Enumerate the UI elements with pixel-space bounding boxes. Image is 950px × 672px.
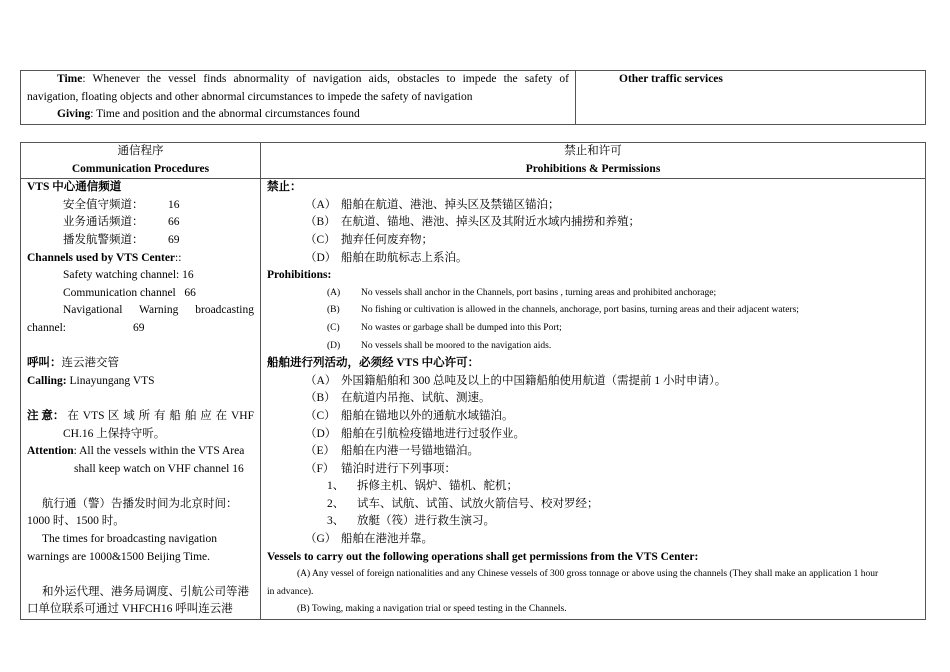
channel-row-en: Communication channel 66	[63, 286, 196, 299]
list-item: （C） 船舶在锚地以外的通航水域锚泊。	[305, 409, 514, 422]
list-item: （D） 船舶在引航检疫锚地进行过驳作业。	[305, 427, 525, 440]
other-traffic-services-cell	[576, 71, 926, 125]
attention-cn-2: CH.16 上保持守听。	[63, 427, 166, 440]
sub-list-item: 1、 拆修主机、锅炉、锚机、舵机；	[327, 480, 518, 493]
contact-cn: 和外运代理、港务局调度、引航公司等港	[42, 585, 249, 598]
list-item: （A） 船舶在航道、港池、掉头区及禁锚区锚泊；	[305, 198, 560, 211]
broadcast-channel-line: Navigational Warning broadcasting	[63, 304, 254, 317]
other-traffic-services-heading: Other traffic services	[619, 73, 723, 85]
sub-list-item: 2、 试车、试航、试笛、试放火箭信号、校对罗经；	[327, 497, 599, 510]
permit-cn-title: 船舶进行列活动，必须经 VTS 中心许可：	[267, 357, 480, 370]
list-item: (A) No vessels shall anchor in the Channels, port basins , turning areas and prohibited anchorage;	[327, 287, 717, 298]
broadcast-time-cn: 航行通（警）告播发时间为北京时间：	[42, 497, 238, 510]
broadcast-time-cn-2: 1000 时、1500 时。	[27, 515, 125, 528]
list-item: （E） 船舶在内港一号锚地锚泊。	[305, 445, 479, 458]
broadcast-time-en-2: warnings are 1000&1500 Beijing Time.	[27, 550, 211, 563]
header-communication: 通信程序 Communication Procedures	[21, 143, 261, 179]
permit-en-b: (B) Towing, making a navigation trial or speed testing in the Channels.	[297, 604, 567, 615]
sub-list-item: 3、 放艇（筏）进行救生演习。	[327, 515, 495, 528]
channel-row: 业务通话频道： 66	[63, 216, 180, 229]
prohibit-cn-title: 禁止：	[267, 181, 302, 194]
channels-en-title: Channels used by VTS Center::	[27, 251, 182, 264]
channel-row-en: Safety watching channel: 16	[63, 269, 194, 282]
channel-row: 安全值守频道： 16	[63, 198, 180, 211]
attention-en: Attention: All the vessels within the VTS Area	[27, 445, 245, 458]
permit-en-title: Vessels to carry out the following operations shall get permissions from the VTS Center:	[267, 550, 699, 563]
list-item: (C) No wastes or garbage shall be dumped into this Port;	[327, 322, 562, 333]
list-item: （B） 在航道、锚地、港池、掉头区及其附近水域内捕捞和养殖；	[305, 216, 640, 229]
prohibitions-column	[261, 179, 926, 620]
header-prohibitions: 禁止和许可 Prohibitions & Permissions	[261, 143, 926, 179]
time-line: Time: Whenever the vessel finds abnormality of navigation aids, obstacles to impede the safety of	[57, 73, 569, 85]
list-item: （F） 锚泊时进行下列事项：	[305, 462, 456, 475]
giving-line: Giving: Time and position and the abnormal circumstances found	[57, 108, 360, 121]
vts-cn-title: VTS 中心通信频道	[27, 181, 122, 194]
list-item: （D） 船舶在助航标志上系泊。	[305, 251, 468, 264]
contact-cn-2: 口单位联系可通过 VHFCH16 呼叫连云港	[27, 603, 233, 616]
list-item: (D) No vessels shall be moored to the navigation aids.	[327, 340, 552, 351]
calling-cn: 呼叫：连云港交管	[27, 357, 119, 370]
list-item: （G） 船舶在港池并靠。	[305, 533, 433, 546]
permit-en-a: (A) Any vessel of foreign nationalities and any Chinese vessels of 300 gross tonnage or above using the channels (They shall make an application 1 hour	[297, 569, 879, 580]
list-item: (B) No fishing or cultivation is allowed in the channels, anchorage, port basins, turning areas and their adjacent waters;	[327, 305, 799, 316]
list-item: （C） 抛弃任何废弃物；	[305, 233, 433, 246]
attention-en-2: shall keep watch on VHF channel 16	[74, 462, 244, 475]
broadcast-channel-line-2: channel: 69	[27, 321, 145, 334]
broadcast-time-en: The times for broadcasting navigation	[42, 533, 218, 546]
prohibit-en-title: Prohibitions:	[267, 269, 332, 282]
list-item: （B） 在航道内吊拖、试航、测速。	[305, 392, 491, 405]
calling-en: Calling: Linayungang VTS	[27, 374, 155, 387]
permit-en-a-2: in advance).	[267, 586, 314, 597]
time-line-2: navigation, floating objects and other abnormal circumstances to impede the safety of navigation	[27, 90, 473, 103]
channel-row: 播发航警频道： 69	[63, 233, 180, 246]
procedures-table	[20, 142, 926, 620]
traffic-report-table	[20, 70, 926, 125]
communication-column	[21, 179, 261, 620]
list-item: （A） 外国籍船舶和 300 总吨及以上的中国籍船舶使用航道（需提前 1 小时申请）。	[305, 374, 727, 387]
report-cell	[21, 71, 576, 125]
attention-cn: 注 意： 在 VTS 区 域 所 有 船 舶 应 在 VHF	[27, 409, 254, 422]
